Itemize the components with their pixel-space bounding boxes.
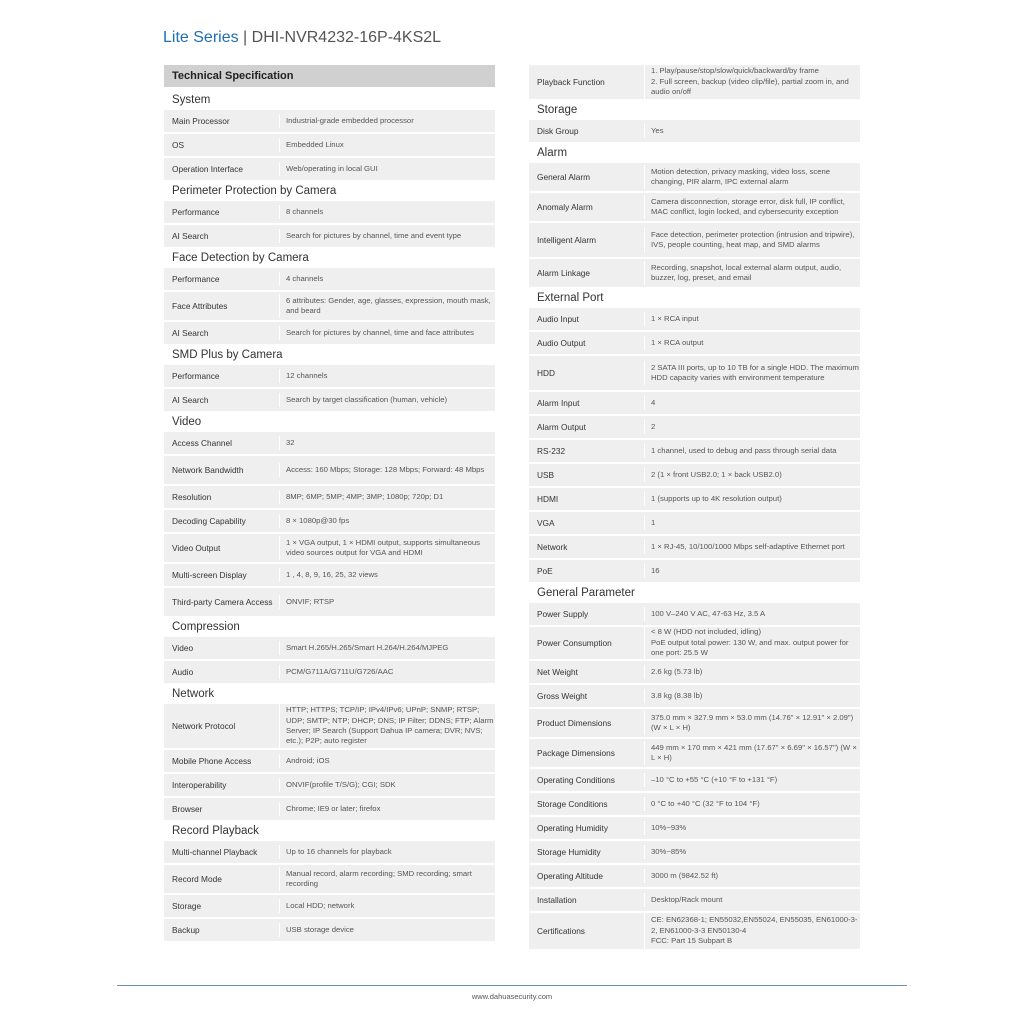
spec-label: Storage [172,900,202,911]
spec-value: 1 × RCA input [644,312,860,326]
spec-row [529,332,860,354]
spec-value: 2 [644,420,860,434]
spec-row [529,739,860,767]
spec-label: Access Channel [172,437,232,448]
spec-row [529,308,860,330]
spec-value: 100 V–240 V AC, 47-63 Hz, 3.5 A [644,607,860,621]
spec-row [164,750,495,772]
spec-row [529,913,860,949]
spec-row [529,685,860,707]
spec-row [164,798,495,820]
spec-row [529,661,860,683]
section-title: System [172,94,211,106]
spec-label: AI Search [172,394,209,405]
spec-label: Intelligent Alarm [537,234,597,245]
spec-label: Power Consumption [537,637,612,648]
spec-label: OS [172,139,184,150]
spec-row [529,356,860,390]
spec-label: Storage Conditions [537,798,608,809]
section-title: Face Detection by Camera [172,252,309,264]
section-title: General Parameter [537,587,635,599]
spec-label: Audio Output [537,337,586,348]
spec-label: Performance [172,273,220,284]
spec-label: Storage Humidity [537,846,601,857]
spec-label: Playback Function [537,76,605,87]
spec-value: 3.8 kg (8.38 lb) [644,689,860,703]
spec-label: Backup [172,924,200,935]
spec-label: Package Dimensions [537,747,615,758]
spec-row [164,637,495,659]
spec-value: 1 × RCA output [644,336,860,350]
spec-row [529,841,860,863]
spec-label: Operating Conditions [537,774,615,785]
spec-label: Main Processor [172,115,230,126]
spec-row [164,486,495,508]
spec-value: Up to 16 channels for playback [279,845,495,859]
spec-value: 1 , 4, 8, 9, 16, 25, 32 views [279,568,495,582]
spec-row [164,225,495,247]
model-name: DHI-NVR4232-16P-4KS2L [251,29,442,46]
spec-label: PoE [537,565,553,576]
spec-value: PCM/G711A/G711U/G726/AAC [279,665,495,679]
spec-label: Network [537,541,568,552]
footer-url: www.dahuasecurity.com [471,992,553,1001]
spec-label: Mobile Phone Access [172,755,252,766]
section-title: Perimeter Protection by Camera [172,185,337,197]
spec-label: Audio Input [537,313,579,324]
spec-value: 375.0 mm × 327.9 mm × 53.0 mm (14.76" × 12.91" × 2.09") (W × L × H) [644,711,860,736]
spec-value: 1 × RJ-45, 10/100/1000 Mbps self-adaptive Ethernet port [644,540,860,554]
spec-label: Interoperability [172,779,227,790]
spec-label: Network Bandwidth [172,464,244,475]
spec-label: AI Search [172,327,209,338]
spec-row [164,534,495,562]
spec-value: ONVIF(profile T/S/G); CGI; SDK [279,778,495,792]
spec-label: Installation [537,894,577,905]
spec-label: Network Protocol [172,720,236,731]
spec-row [164,865,495,893]
left-column [164,65,495,943]
spec-value: 8MP; 6MP; 5MP; 4MP; 3MP; 1080p; 720p; D1 [279,490,495,504]
spec-label: Operating Humidity [537,822,609,833]
spec-label: Multi-screen Display [172,569,247,580]
spec-label: Multi-channel Playback [172,846,258,857]
spec-label: Alarm Output [537,421,586,432]
spec-row [529,392,860,414]
spec-label: Third-party Camera Access [172,596,273,607]
spec-value: 1 (supports up to 4K resolution output) [644,492,860,506]
spec-value: 8 × 1080p@30 fps [279,514,495,528]
spec-value: Web/operating in local GUI [279,162,495,176]
spec-row [164,588,495,616]
spec-row [529,440,860,462]
spec-row [164,322,495,344]
spec-label: Operation Interface [172,163,244,174]
spec-value: 1 × VGA output, 1 × HDMI output, supports simultaneous video sources output for VGA and HDMI [279,536,495,561]
spec-label: Decoding Capability [172,515,246,526]
spec-value: Android; iOS [279,754,495,768]
spec-label: HDMI [537,493,559,504]
spec-row [529,889,860,911]
spec-row [529,865,860,887]
spec-value: Chrome; IE9 or later; firefox [279,802,495,816]
spec-label: Net Weight [537,666,578,677]
spec-row [164,774,495,796]
spec-label: Performance [172,206,220,217]
spec-label: VGA [537,517,555,528]
page-header [163,29,441,47]
spec-label: Video Output [172,542,221,553]
spec-row [164,704,495,748]
spec-label: Performance [172,370,220,381]
right-column [529,65,860,951]
spec-value: 4 channels [279,272,495,286]
spec-row [164,895,495,917]
spec-row [529,120,860,142]
spec-row [164,389,495,411]
spec-row [164,201,495,223]
spec-value: HTTP; HTTPS; TCP/IP; IPv4/IPv6; UPnP; SNMP; RTSP; UDP; SMTP; NTP; DHCP; DNS; IP Filter; DDNS; FTP; Alarm Server; IP Search (Support Dahua IP camera; DVR; NVS; etc.); P2P; auto register [279,703,495,749]
spec-value: Local HDD; network [279,899,495,913]
spec-row [529,560,860,582]
spec-value: Search for pictures by channel, time and event type [279,229,495,243]
spec-value: 4 [644,396,860,410]
spec-label: Gross Weight [537,690,588,701]
spec-row [529,65,860,99]
spec-label: USB [537,469,555,480]
spec-value: Face detection, perimeter protection (intrusion and tripwire), IVS, people counting, heat map, and SMD alarms [644,228,860,253]
spec-title: Technical Specification [164,65,495,87]
spec-label: Record Mode [172,873,222,884]
spec-value: Motion detection, privacy masking, video loss, scene changing, PIR alarm, IPC external alarm [644,165,860,190]
spec-value: –10 °C to +55 °C (+10 °F to +131 °F) [644,773,860,787]
spec-row [529,193,860,221]
spec-value: 16 [644,564,860,578]
spec-row [529,603,860,625]
spec-row [529,464,860,486]
spec-label: AI Search [172,230,209,241]
spec-row [164,564,495,586]
spec-value: Access: 160 Mbps; Storage: 128 Mbps; Forward: 48 Mbps [279,463,495,477]
spec-row [164,158,495,180]
spec-row [529,416,860,438]
spec-value: 2.6 kg (5.73 lb) [644,665,860,679]
spec-row [164,365,495,387]
spec-label: Operating Altitude [537,870,603,881]
spec-value: Search for pictures by channel, time and face attributes [279,326,495,340]
spec-row [529,163,860,191]
spec-value: 10%~93% [644,821,860,835]
spec-row [164,456,495,484]
spec-value: 1 channel, used to debug and pass through serial data [644,444,860,458]
spec-label: HDD [537,367,555,378]
spec-value: 1. Play/pause/stop/slow/quick/backward/by frame 2. Full screen, backup (video clip/file), partial zoom in, and audio on/off [644,64,860,99]
spec-value: ONVIF; RTSP [279,595,495,609]
spec-row [164,661,495,683]
spec-value: 2 (1 × front USB2.0; 1 × back USB2.0) [644,468,860,482]
spec-label: Product Dimensions [537,717,612,728]
spec-value: CE: EN62368-1; EN55032,EN55024, EN55035, EN61000-3-2, EN61000-3-3 EN50130-4 FCC: Part 15 Subpart B [644,913,860,948]
spec-value: 12 channels [279,369,495,383]
spec-label: Video [172,642,194,653]
section-title: Storage [537,104,578,116]
footer-divider [117,985,907,986]
spec-label: Face Attributes [172,300,228,311]
spec-label: General Alarm [537,171,591,182]
spec-value: 8 channels [279,205,495,219]
spec-value: 6 attributes: Gender, age, glasses, expression, mouth mask, and beard [279,294,495,319]
spec-row [529,769,860,791]
section-title: SMD Plus by Camera [172,349,283,361]
spec-label: Anomaly Alarm [537,201,593,212]
spec-value: 30%~85% [644,845,860,859]
section-title: External Port [537,292,604,304]
spec-value: 32 [279,436,495,450]
spec-row [164,841,495,863]
spec-row [529,223,860,257]
spec-value: Camera disconnection, storage error, disk full, IP conflict, MAC conflict, login locked, and cybersecurity exception [644,195,860,220]
spec-row [164,134,495,156]
spec-row [529,793,860,815]
spec-row [529,709,860,737]
spec-label: Audio [172,666,194,677]
section-title: Record Playback [172,825,259,837]
spec-label: Resolution [172,491,212,502]
section-title: Video [172,416,202,428]
spec-value: < 8 W (HDD not included, idling) PoE output total power: 130 W, and max. output power for one port: 25.5 W [644,625,860,660]
spec-row [164,268,495,290]
spec-value: 3000 m (9842.52 ft) [644,869,860,883]
spec-label: Power Supply [537,608,589,619]
spec-row [164,919,495,941]
section-title: Network [172,688,215,700]
spec-row [529,488,860,510]
spec-row [164,510,495,532]
spec-label: Alarm Linkage [537,267,591,278]
spec-value: Recording, snapshot, local external alarm output, audio, buzzer, log, preset, and email [644,261,860,286]
spec-row [529,259,860,287]
header-separator: | [238,29,252,46]
spec-value: Yes [644,124,860,138]
spec-value: 0 °C to +40 °C (32 °F to 104 °F) [644,797,860,811]
spec-value: 2 SATA III ports, up to 10 TB for a single HDD. The maximum HDD capacity varies with environment temperature [644,361,860,386]
spec-value: 449 mm × 170 mm × 421 mm (17.67" × 6.69" × 16.57") (W × L × H) [644,741,860,766]
spec-value: USB storage device [279,923,495,937]
series-name: Lite Series [163,29,239,46]
spec-value: Desktop/Rack mount [644,893,860,907]
section-title: Compression [172,621,240,633]
spec-row [529,512,860,534]
spec-row [164,432,495,454]
spec-label: RS-232 [537,445,566,456]
spec-label: Disk Group [537,125,579,136]
spec-label: Browser [172,803,203,814]
spec-value: Manual record, alarm recording; SMD recording; smart recording [279,867,495,892]
spec-row [529,536,860,558]
spec-value: Search by target classification (human, vehicle) [279,393,495,407]
spec-row [529,627,860,659]
spec-row [164,110,495,132]
section-title: Alarm [537,147,568,159]
spec-value: Embedded Linux [279,138,495,152]
spec-row [529,817,860,839]
spec-value: Industrial-grade embedded processor [279,114,495,128]
spec-row [164,292,495,320]
spec-value: Smart H.265/H.265/Smart H.264/H.264/MJPEG [279,641,495,655]
spec-label: Alarm Input [537,397,580,408]
spec-value: 1 [644,516,860,530]
spec-label: Certifications [537,925,585,936]
